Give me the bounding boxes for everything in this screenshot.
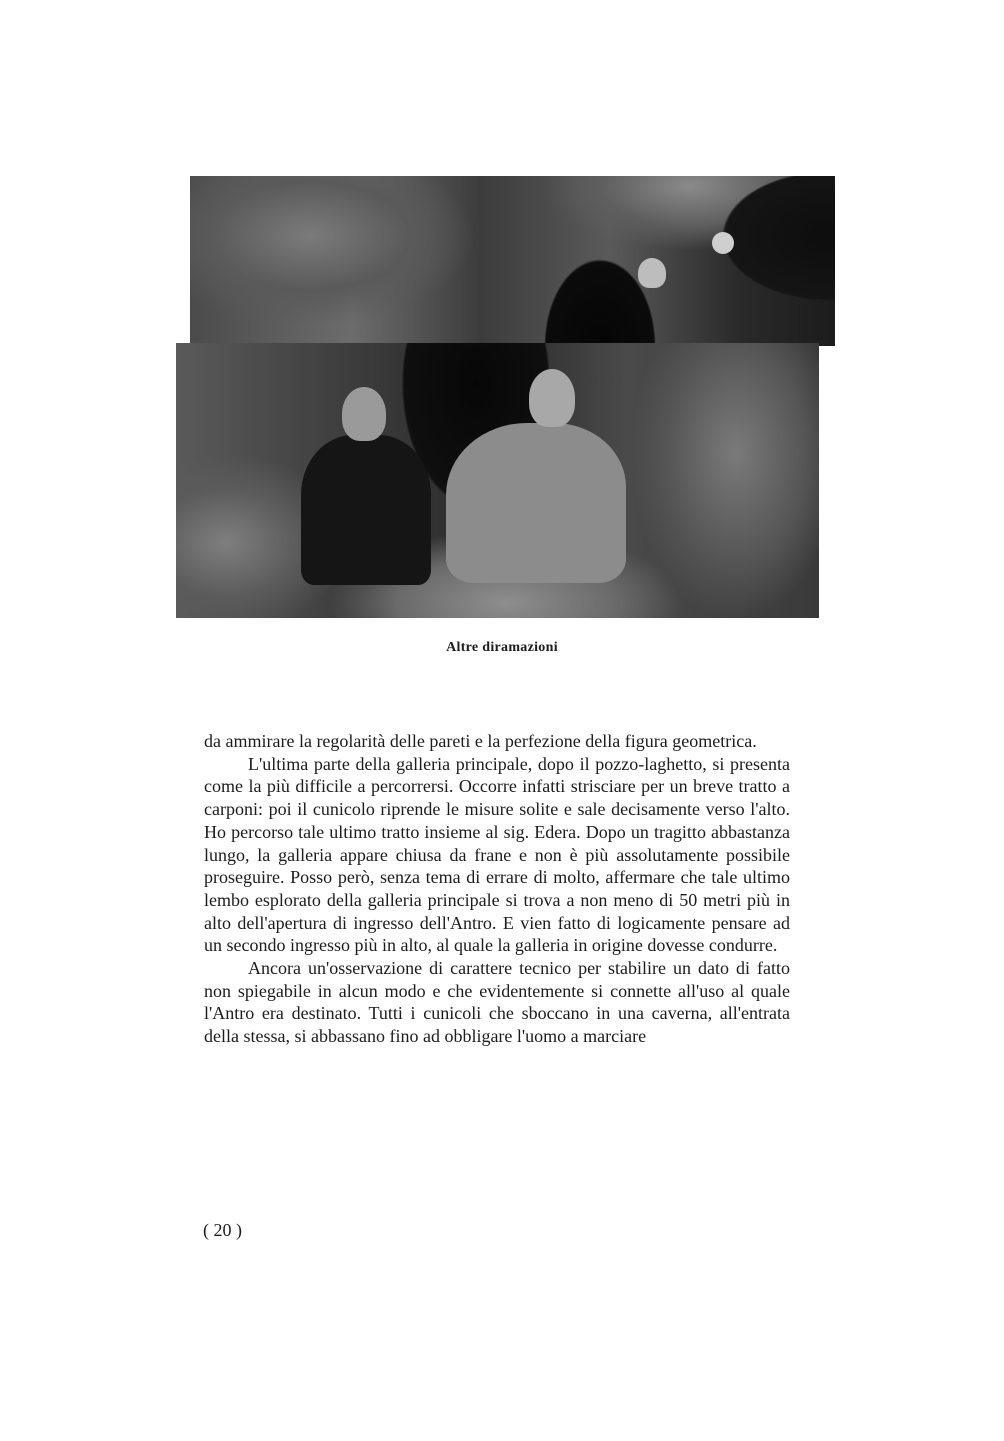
paragraph: L'ultima parte della galleria principale, dopo il pozzo-laghetto, si presenta come la più difficile a percorrersi. Occorre infatti strisciare per un breve tratto a carponi: poi il cunicolo riprende le misure solite e sale decisamente verso l'alto. Ho percorso tale ultimo tratto insieme al sig. Edera. Dopo un tragitto abbastanza lungo, la galleria appare chiusa da frane e non è più assolutamente possibile proseguire. Posso però, senza tema di errare di molto, affermare che tale ultimo lembo esplorato della galleria principale si trova a non meno di 50 metri più in alto dell'apertura di ingresso dell'Antro. E vien fatto di logicamente pensare ad un secondo ingresso più in alto, al quale la galleria in origine dovesse condurre.: [204, 753, 790, 956]
photograph: [0, 0, 1004, 640]
seated-man-dark-jacket: [301, 435, 431, 585]
paragraph: da ammirare la regolarità delle pareti e la perfezione della figura geometrica.: [204, 731, 757, 751]
man-head-left: [342, 387, 386, 441]
man-head-right: [529, 369, 575, 427]
photo-caption: Altre diramazioni: [446, 640, 558, 655]
person-helmet-figure: [638, 258, 666, 288]
photo-lower-part: [176, 343, 819, 618]
body-text: [204, 730, 790, 1048]
page-number: ( 20 ): [203, 1220, 242, 1240]
photo-upper-part: [190, 176, 835, 346]
lamp-figure: [712, 232, 734, 254]
crouching-man-light-suit: [446, 423, 626, 583]
paragraph: Ancora un'osservazione di carattere tecnico per stabilire un dato di fatto non spiegabile in alcun modo e che evidentemente si connette all'uso al quale l'Antro era destinato. Tutti i cunicoli che sboccano in una caverna, all'entrata della stessa, si abbassano fino ad obbligare l'uomo a marciare: [204, 958, 790, 1047]
